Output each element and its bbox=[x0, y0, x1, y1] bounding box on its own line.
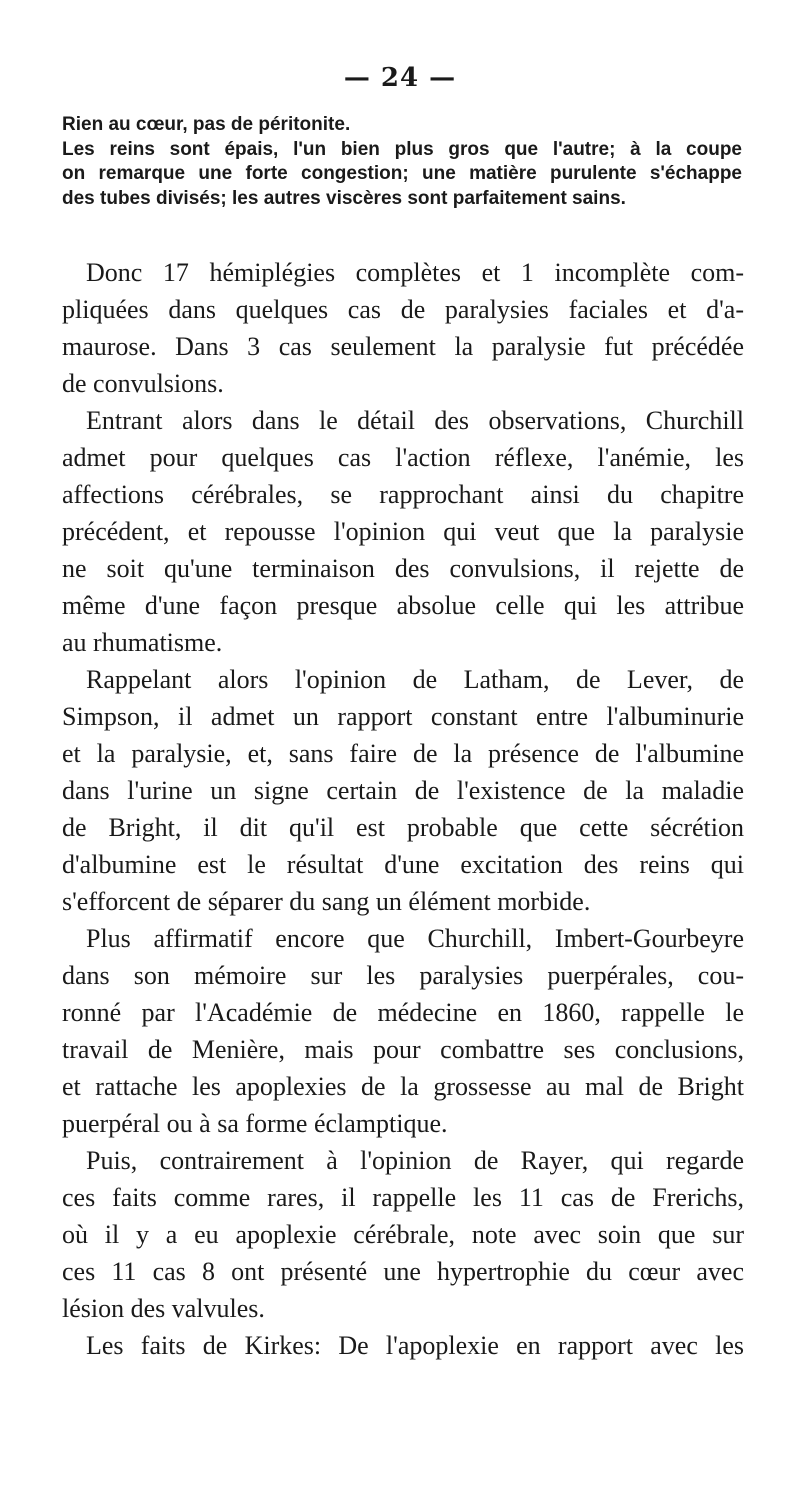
text-line: même d'une façon presque absolue celle qui les attribue bbox=[62, 591, 744, 620]
text-line: ces faits comme rares, il rappelle les 11 cas de Frerichs, bbox=[62, 1183, 744, 1212]
text-line: affections cérébrales, se rapprochant ainsi du chapitre bbox=[62, 480, 744, 509]
text-line: au rhumatisme. bbox=[62, 628, 223, 657]
text-line: maurose. Dans 3 cas seulement la paralysie fut précédée bbox=[62, 332, 744, 361]
text-line: où il y a eu apoplexie cérébrale, note avec soin que sur bbox=[62, 1220, 744, 1249]
text-line: Rappelant alors l'opinion de Latham, de Lever, de bbox=[86, 665, 744, 694]
text-line: puerpéral ou à sa forme éclamptique. bbox=[62, 1109, 448, 1138]
paragraph bbox=[62, 402, 744, 661]
text-line: de convulsions. bbox=[62, 369, 224, 398]
paragraph bbox=[62, 661, 744, 920]
text-line: s'efforcent de séparer du sang un élément morbide. bbox=[62, 887, 591, 916]
note-line: Les reins sont épais, l'un bien plus gros que l'autre; à la coupe bbox=[62, 138, 742, 160]
text-line: admet pour quelques cas l'action réflexe, l'anémie, les bbox=[62, 443, 744, 472]
text-line: d'albumine est le résultat d'une excitation des reins qui bbox=[62, 850, 744, 879]
note-line: des tubes divisés; les autres viscères sont parfaitement sains. bbox=[62, 187, 626, 209]
text-line: Simpson, il admet un rapport constant entre l'albuminurie bbox=[62, 702, 744, 731]
text-line: dans son mémoire sur les paralysies puerpérales, cou- bbox=[62, 961, 744, 990]
text-line: ne soit qu'une terminaison des convulsions, il rejette de bbox=[62, 554, 744, 583]
text-line: et rattache les apoplexies de la grossesse au mal de Bright bbox=[62, 1072, 744, 1101]
text-line: lésion des valvules. bbox=[62, 1294, 265, 1323]
text-line: et la paralysie, et, sans faire de la présence de l'albumine bbox=[62, 739, 744, 768]
text-line: dans l'urine un signe certain de l'existence de la maladie bbox=[62, 776, 744, 805]
text-line: de Bright, il dit qu'il est probable que cette sécrétion bbox=[62, 813, 744, 842]
main-text bbox=[62, 254, 744, 1364]
text-line: Donc 17 hémiplégies complètes et 1 incomplète com- bbox=[86, 258, 744, 287]
paragraph bbox=[62, 920, 744, 1142]
note-line: on remarque une forte congestion; une matière purulente s'échappe bbox=[62, 163, 742, 184]
text-line: Puis, contrairement à l'opinion de Rayer, qui regarde bbox=[86, 1146, 744, 1175]
paragraph bbox=[62, 1327, 744, 1364]
text-line: Les faits de Kirkes: De l'apoplexie en rapport avec les bbox=[86, 1331, 744, 1360]
text-line: ces 11 cas 8 ont présenté une hypertrophie du cœur avec bbox=[62, 1257, 744, 1286]
page-number: — 24 — bbox=[343, 63, 457, 93]
text-line: ronné par l'Académie de médecine en 1860, rappelle le bbox=[62, 998, 744, 1027]
text-line: précédent, et repousse l'opinion qui veut que la paralysie bbox=[62, 517, 744, 546]
text-line: pliquées dans quelques cas de paralysies faciales et d'a- bbox=[62, 295, 744, 324]
text-line: Plus affirmatif encore que Churchill, Imbert-Gourbeyre bbox=[86, 924, 744, 953]
note-paragraph bbox=[62, 113, 742, 211]
text-line: travail de Menière, mais pour combattre ses conclusions, bbox=[62, 1035, 744, 1064]
paragraph bbox=[62, 254, 744, 402]
text-line: Entrant alors dans le détail des observations, Churchill bbox=[86, 406, 744, 435]
paragraph bbox=[62, 1142, 744, 1327]
observation-note bbox=[62, 113, 742, 211]
note-line: Rien au cœur, pas de péritonite. bbox=[62, 114, 351, 135]
